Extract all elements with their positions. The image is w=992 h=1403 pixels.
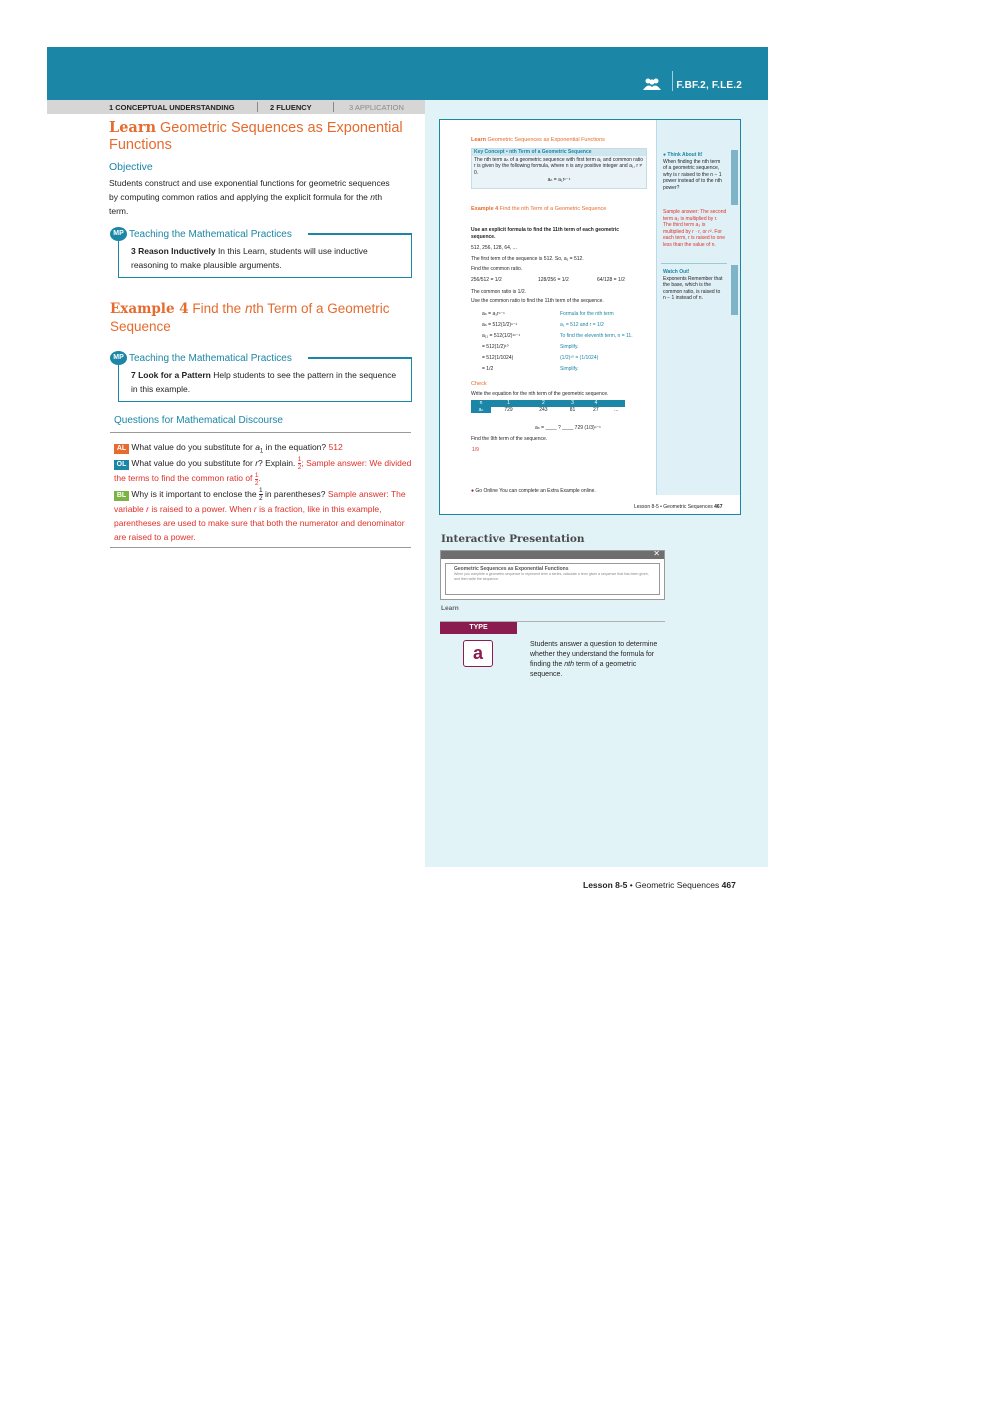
type-icon-glyph: a [472, 643, 483, 663]
desc-var: nth [564, 661, 574, 668]
mini-divider [661, 263, 727, 264]
question-text: What value do you substitute for [131, 442, 253, 452]
objective-text-b: th term. [109, 192, 383, 216]
go-online-icon: ● [471, 488, 475, 494]
step-note: Simplify. [560, 366, 579, 372]
mini-example-title [471, 206, 651, 213]
mp-body-box [118, 359, 412, 402]
step-eq: = 512(1/2)¹⁰ [482, 344, 509, 350]
step-note: To find the eleventh term, n = 11. [560, 333, 633, 339]
answer-text: Sample answer: The variable [114, 489, 406, 515]
mini-use-ratio: Use the common ratio to find the 11th term of the sequence. [471, 298, 604, 304]
mini-answer-9th: 1/9 [472, 447, 479, 453]
answer-text: ; Sample answer: We divided the terms to find the common ratio of [114, 458, 412, 484]
mini-learn-label: Learn [471, 137, 486, 143]
think-box [663, 152, 723, 191]
think-head: Think About It! [667, 152, 703, 158]
question-text-2: in the equation? [265, 442, 327, 452]
mp-box-1 [110, 227, 412, 278]
mini-sequence: 512, 256, 128, 64, ... [471, 245, 517, 251]
mini-ex-label: Example 4 [471, 206, 499, 212]
mini-footer [634, 504, 722, 511]
mp-body [131, 244, 401, 272]
frac-den: 2 [258, 495, 263, 503]
interactive-desc [530, 640, 660, 680]
lesson-phase-tabs [47, 100, 425, 114]
footer-page: 467 [721, 880, 736, 890]
learn-title [109, 119, 419, 154]
mini-table [471, 400, 625, 413]
watch-box [663, 269, 723, 302]
mini-ratio: 64/128 = 1/2 [597, 277, 625, 283]
key-formula: aₙ = a₁rⁿ⁻¹ [547, 177, 571, 183]
mp-rule [308, 357, 412, 359]
answer-end: . [258, 473, 261, 484]
objective-text [109, 176, 399, 218]
answer-text-3: is a fraction, like in this example, parentheses are used to make sure that both the numerator and denominator are raised to a power. [114, 504, 405, 543]
tab-application: 3 APPLICATION [349, 103, 404, 112]
thumb-title: Geometric Sequences as Exponential Functions [454, 566, 569, 572]
table-cell: 81 [569, 406, 576, 413]
example-var-n: n [244, 301, 253, 316]
table-cell: 27 [593, 406, 599, 413]
mini-learn-text: Geometric Sequences as Exponential Functions [487, 137, 605, 143]
footer-sep: • [629, 880, 633, 890]
thumb-text: When you complete a geometric sequence to represent term a series, calculate a term given a sequence that has been given, and then write the sequence. [454, 572, 649, 581]
step-note: (1/2)¹⁰ = (1/1024) [560, 355, 599, 361]
question-ol [114, 456, 414, 487]
mp-heading: Teaching the Mathematical Practices [129, 352, 292, 364]
page-footer [583, 880, 736, 890]
learn-label: Learn [441, 605, 459, 612]
step-eq: = 512(1/1024) [482, 355, 514, 361]
objective-text-a: Students construct and use exponential functions for geometric sequences by computing common ratios and applying the explicit formula for the [109, 178, 390, 202]
table-cell: 2 [542, 400, 545, 406]
table-cell: 729 [504, 406, 513, 413]
tab-fluency: 2 FLUENCY [270, 103, 312, 112]
footer-lesson: Lesson 8-5 [583, 880, 628, 890]
answer-var: r [253, 504, 257, 515]
frac-num: 1 [254, 471, 259, 479]
learn-title-text: Geometric Sequences as Exponential Functions [109, 120, 403, 153]
question-var: r [255, 458, 259, 468]
mp-practice: 3 Reason Inductively [131, 246, 216, 256]
example-label: Example 4 [110, 301, 189, 317]
mini-footer-text: Lesson 8-5 • Geometric Sequences [634, 504, 713, 510]
mp-box-2 [110, 351, 412, 402]
mini-ratio: 256/512 = 1/2 [471, 277, 502, 283]
mp-rule [308, 233, 412, 235]
step-eq: aₙ = 512(1/2)ⁿ⁻¹ [482, 322, 518, 328]
question-fraction [259, 487, 263, 502]
frac-den: 2 [254, 479, 259, 487]
thumb-titlebar [441, 551, 664, 559]
answer-var: r [146, 504, 149, 515]
table-cell: 1 [507, 400, 510, 406]
mini-key-concept [471, 148, 647, 189]
table-cell: 243 [539, 406, 548, 413]
step-eq: a₁₁ = 512(1/2)¹¹⁻¹ [482, 333, 521, 339]
step-note: Simplify. [560, 344, 579, 350]
footer-title: Geometric Sequences [635, 880, 720, 890]
table-cell: 3 [571, 400, 574, 406]
mp-icon: MP [110, 227, 127, 241]
tab-conceptual: 1 CONCEPTUAL UNDERSTANDING [109, 103, 235, 112]
presentation-thumbnail[interactable] [440, 550, 665, 600]
question-sub: 1 [259, 448, 264, 455]
question-text-2: in parentheses? [264, 489, 326, 499]
questions-heading: Questions for Mathematical Discourse [114, 415, 283, 426]
question-text: What value do you substitute for [131, 458, 253, 468]
badge-al: AL [114, 444, 129, 454]
mini-find-9th: Find the 9th term of the sequence. [471, 436, 548, 442]
mini-check-text: Write the equation for the nth term of the geometric sequence. [471, 391, 609, 397]
mp-body [131, 368, 401, 396]
watch-text: Exponents Remember that the base, which is the common ratio, is raised to n − 1 instead of n. [663, 275, 723, 301]
desc-a: Students answer a question to determine whether they understand the formula for finding the [530, 641, 658, 668]
mini-task: Use an explicit formula to find the 11th term of each geometric sequence. [471, 227, 620, 240]
close-icon[interactable]: ✕ [653, 549, 660, 558]
frac-den: 2 [297, 464, 302, 472]
answer-text-2: is raised to a power. When [151, 504, 252, 515]
example-title [110, 300, 410, 335]
desc-b: term of a geometric sequence. [530, 661, 637, 678]
tab-divider [333, 102, 334, 112]
objective-var-n: n [370, 192, 376, 202]
type-icon[interactable] [463, 640, 493, 667]
interactive-heading: Interactive Presentation [441, 533, 585, 545]
badge-ol: OL [114, 460, 129, 470]
question-text-2: ? Explain. [258, 458, 296, 468]
mini-check: Check [471, 381, 487, 387]
mini-go-online [471, 488, 596, 495]
mini-ratio: 128/256 = 1/2 [538, 277, 569, 283]
question-bl [114, 487, 414, 544]
watch-head: Watch Out! [663, 269, 690, 275]
thumb-content [445, 563, 660, 595]
table-cell: aₙ [471, 407, 491, 414]
step-note: Formula for the nth term [560, 311, 614, 317]
step-eq: aₙ = a₁rⁿ⁻¹ [482, 311, 505, 317]
header-bar [47, 47, 768, 100]
questions-end-rule [110, 547, 411, 548]
table-row [471, 407, 625, 414]
mp-body-box [118, 235, 412, 278]
frac-num: 1 [297, 456, 302, 464]
student-page-thumbnail [439, 119, 741, 515]
mini-footer-page: 467 [714, 504, 723, 510]
mp-practice: 7 Look for a Pattern [131, 370, 211, 380]
question-text: Why is it important to enclose the [131, 489, 257, 499]
frac-num: 1 [258, 487, 263, 495]
table-cell: n [479, 400, 483, 406]
mini-scrollbar [731, 150, 738, 205]
mp-text: Help students to see the pattern in the sequence in this example. [131, 370, 397, 394]
mini-learn-title [471, 137, 651, 144]
mini-steps [482, 309, 520, 375]
learn-label: Learn [109, 119, 156, 136]
mini-first-term: The first term of the sequence is 512. So, a₁ = 512. [471, 256, 584, 262]
mini-scrollbar [731, 265, 738, 315]
objective-heading: Objective [109, 161, 153, 173]
mp-icon: MP [110, 351, 127, 365]
mini-step-notes [560, 309, 633, 375]
step-note: a₁ = 512 and r = 1/2 [560, 322, 604, 328]
table-cell: ... [614, 406, 619, 413]
think-text: When finding the nth term of a geometric sequence, why is r raised to the n − 1 power instead of to the nth power? [663, 158, 722, 191]
question-var: a [255, 442, 260, 452]
mp-heading: Teaching the Mathematical Practices [129, 228, 292, 240]
mini-check-eq: aₙ = ____ ? ____ 729 (1/3)ⁿ⁻¹ [535, 425, 601, 431]
table-cell: 4 [594, 400, 598, 406]
mp-text: In this Learn, students will use inductive reasoning to make plausible arguments. [131, 246, 368, 270]
mini-sidebar [656, 120, 740, 495]
header-divider [672, 71, 673, 91]
step-eq: = 1/2 [482, 366, 494, 372]
type-label: TYPE [440, 622, 517, 634]
tab-divider [257, 102, 258, 112]
key-concept-text: The nth term aₙ of a geometric sequence with first term a₁ and common ratio r is given by the following formula, where n is any positive integer and a₁, r ≠ 0. [474, 156, 644, 176]
questions-rule [110, 432, 411, 433]
think-answer: Sample answer: The second term a₂ is multiplied by r. The third term a₃ is multiplied by r · r, or r². For each term, r is raised to one less than the value of n. [663, 209, 727, 248]
standards-label: F.BF.2, F.LE.2 [676, 80, 742, 91]
example-title-a: Find the [192, 301, 242, 316]
answer-text: 512 [328, 442, 343, 452]
key-concept-head: Key Concept • nth Term of a Geometric Sequence [472, 149, 646, 156]
lightbulb-icon: ● [663, 152, 667, 158]
badge-bl: BL [114, 491, 129, 501]
go-online-text: Go Online You can complete an Extra Example online. [475, 488, 596, 494]
mini-common-ratio: The common ratio is 1/2. [471, 289, 527, 295]
mini-ex-text: Find the nth Term of a Geometric Sequence [499, 206, 607, 212]
mini-find-ratio: Find the common ratio. [471, 266, 523, 272]
example-title-b: th Term of a Geometric Sequence [110, 301, 390, 334]
people-icon [643, 77, 661, 91]
